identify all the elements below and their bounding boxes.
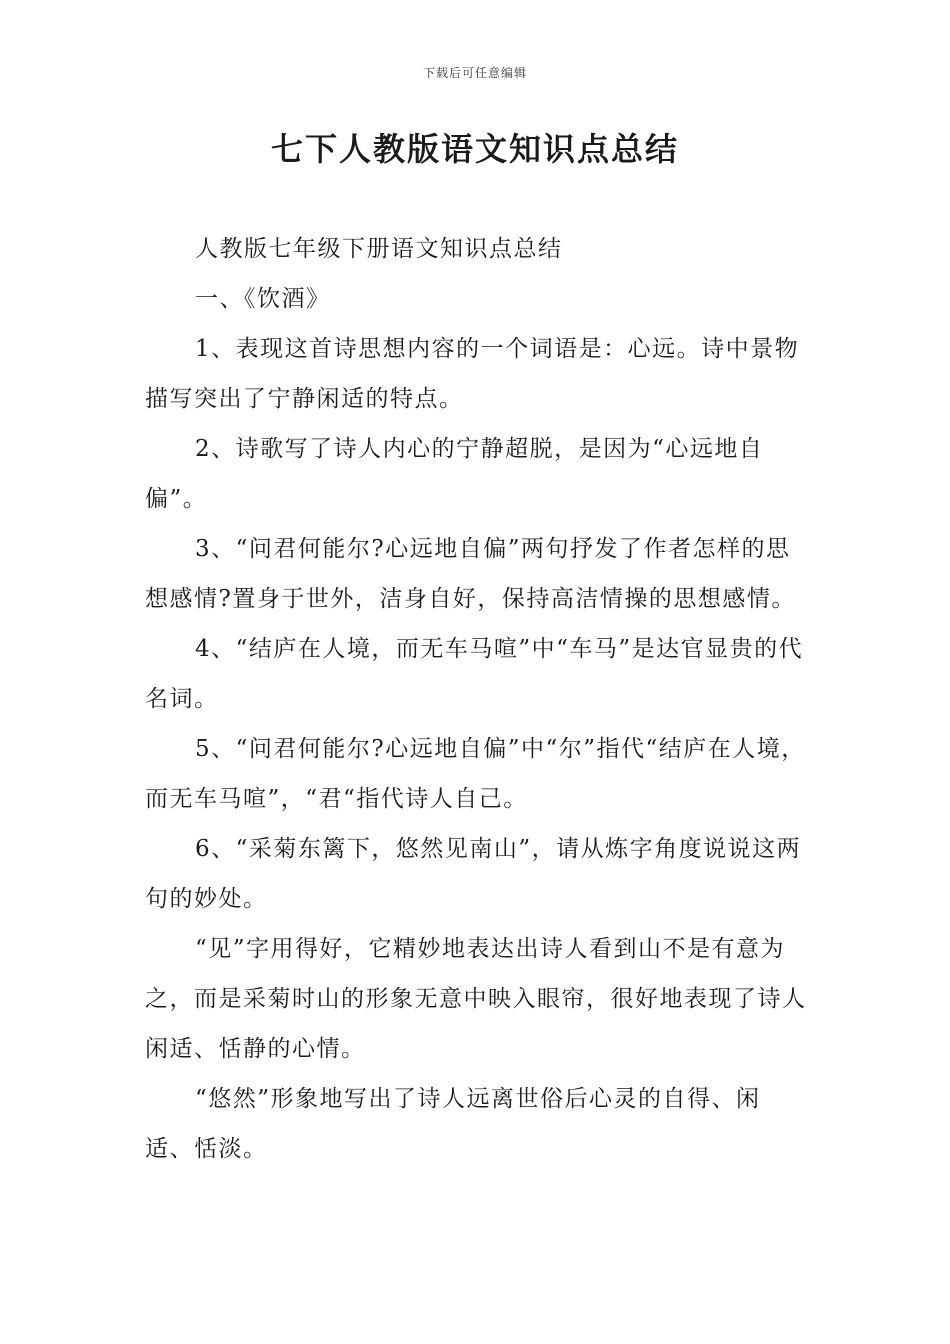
paragraph-subtitle: 人教版七年级下册语文知识点总结 [195,236,563,262]
paragraph-item-3: 3、“问君何能尔?心远地自偏”两句抒发了作者怎样的思想感情?置身于世外，洁身自好，保持高洁情操的思想感情。 [145,536,796,612]
paragraph-item-4: 4、“结庐在人境，而无车马喧”中“车马”是达官显贵的代名词。 [145,636,804,712]
paragraph-analysis-jian: “见”字用得好，它精妙地表达出诗人看到山不是有意为之，而是采菊时山的形象无意中映入眼帘，很好地表现了诗人闲适、恬静的心情。 [145,936,807,1062]
header-note: 下载后可任意编辑 [422,66,527,80]
document-title: 七下人教版语文知识点总结 [270,130,679,168]
paragraph-analysis-youran: “悠然”形象地写出了诗人远离世俗后心灵的自得、闲适、恬淡。 [145,1086,761,1162]
paragraph-item-2: 2、诗歌写了诗人内心的宁静超脱，是因为“心远地自偏”。 [145,436,764,512]
document-body [145,224,807,1174]
paragraph-item-1: 1、表现这首诗思想内容的一个词语是：心远。诗中景物描写突出了宁静闲适的特点。 [145,336,800,412]
paragraph-item-6: 6、“采菊东篱下，悠然见南山”，请从炼字角度说说这两句的妙处。 [145,836,802,912]
paragraph-section-heading: 一、《饮酒》 [195,286,331,312]
paragraph-item-5: 5、“问君何能尔?心远地自偏”中“尔”指代“结庐在人境，而无车马喧”，“君“指代诗人自己。 [145,736,806,812]
